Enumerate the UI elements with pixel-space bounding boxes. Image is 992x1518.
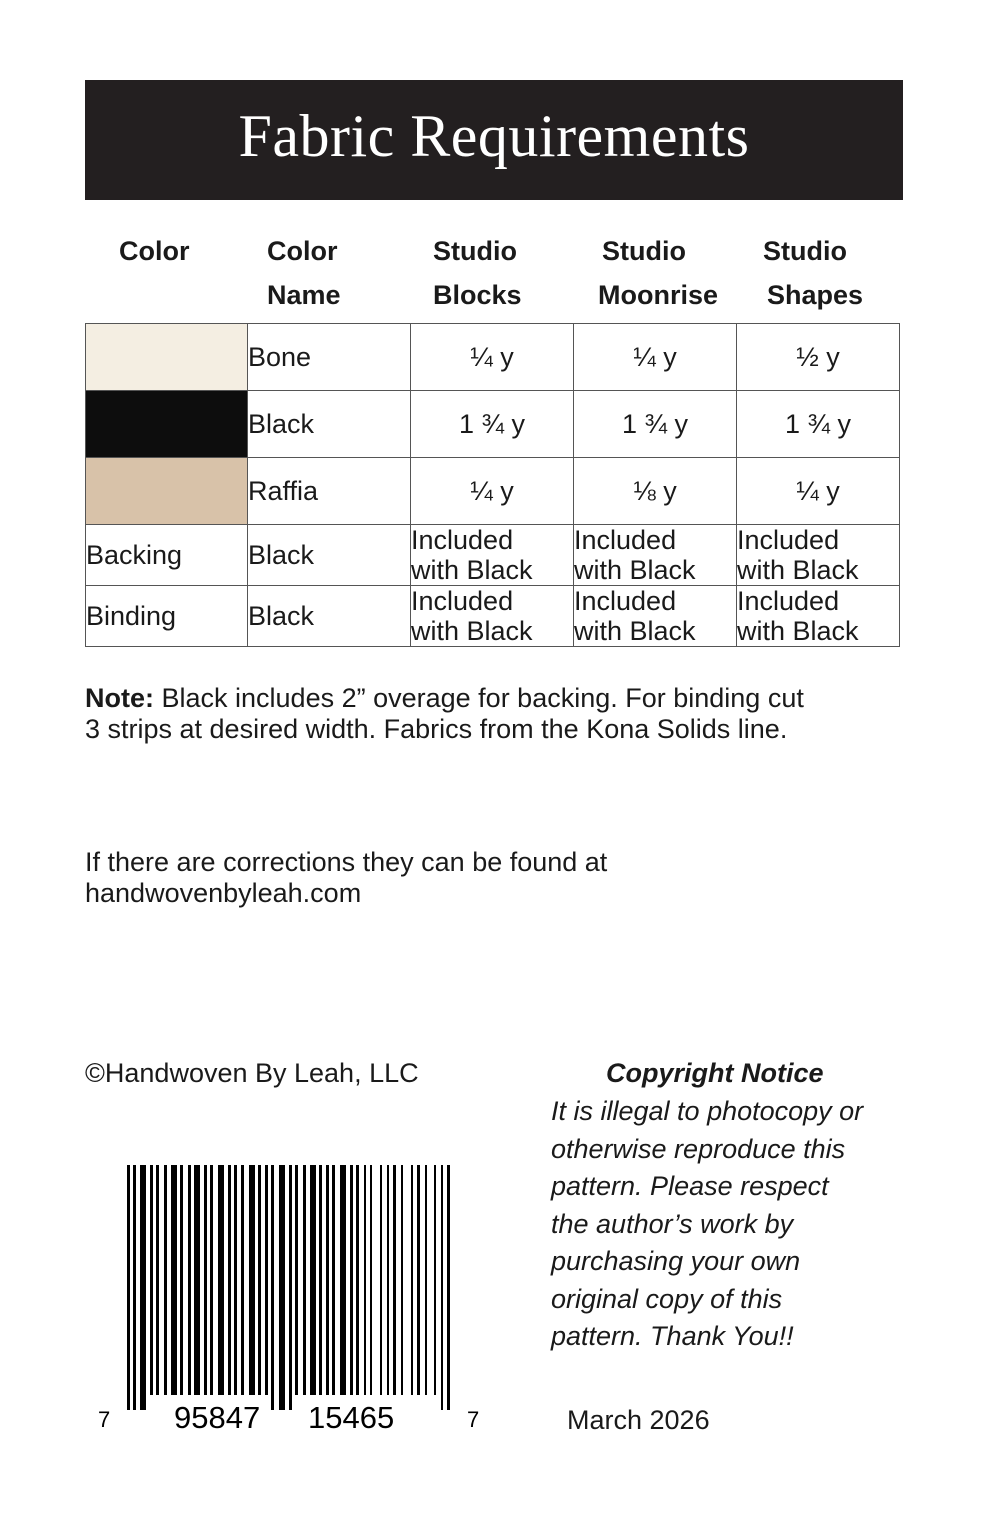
barcode-right-digits: 15465 <box>308 1400 395 1435</box>
copyright-notice-body: It is illegal to photocopy or otherwise reproduce this pattern. Please respect the author’s work by purchasing your own original copy of this pattern. Thank You!! <box>551 1096 864 1351</box>
row-label: Backing <box>86 525 248 586</box>
amount-studio-moonrise: ⅛ y <box>574 458 737 525</box>
color-swatch-bone <box>86 324 247 390</box>
barcode-bar <box>241 1165 244 1395</box>
color-swatch-black <box>86 391 247 457</box>
table-row-black <box>86 391 900 458</box>
color-name: Bone <box>248 324 411 391</box>
company-copyright: ©Handwoven By Leah, LLC <box>85 1058 419 1088</box>
color-name: Black <box>248 525 411 586</box>
amount-studio-shapes: 1 ¾ y <box>737 391 900 458</box>
barcode-trailing-digit: 7 <box>467 1407 480 1432</box>
barcode-bar <box>279 1165 285 1410</box>
barcode-bar <box>319 1165 322 1395</box>
barcode-bar <box>258 1165 261 1395</box>
color-swatch-raffia <box>86 458 247 524</box>
note-label: Note: <box>85 683 154 713</box>
upc-barcode <box>90 1165 490 1445</box>
amount-studio-shapes: ¼ y <box>737 458 900 525</box>
barcode-bar <box>326 1165 329 1395</box>
barcode-bar <box>204 1165 207 1395</box>
table-row-binding <box>86 586 900 647</box>
amount-studio-blocks: 1 ¾ y <box>411 391 574 458</box>
barcode-bar <box>310 1165 316 1395</box>
barcode-bar <box>401 1165 403 1395</box>
barcode-bars <box>127 1165 450 1410</box>
header-color-name: Color Name <box>267 236 341 310</box>
fabric-note <box>85 683 915 745</box>
table-row-backing <box>86 525 900 586</box>
amount-studio-shapes: Included with Black <box>737 525 900 586</box>
corrections-website: handwovenbyleah.com <box>85 878 362 908</box>
barcode-bar <box>295 1165 298 1395</box>
barcode-bar <box>332 1165 335 1395</box>
barcode-bar <box>364 1165 366 1395</box>
row-label: Binding <box>86 586 248 647</box>
barcode-bar <box>133 1165 136 1410</box>
table-row-raffia <box>86 458 900 525</box>
barcode-bar <box>350 1165 353 1395</box>
barcode-bar <box>218 1165 224 1395</box>
amount-studio-moonrise: Included with Black <box>574 586 737 647</box>
swatch-cell <box>86 391 248 458</box>
barcode-bar <box>188 1165 191 1395</box>
barcode-bar <box>171 1165 177 1395</box>
barcode-bar <box>164 1165 167 1395</box>
barcode-left-digits: 95847 <box>174 1400 261 1435</box>
header-studio-shapes: Studio Shapes <box>763 236 864 310</box>
header-color: Color <box>119 236 190 266</box>
swatch-cell <box>86 324 248 391</box>
barcode-bar <box>425 1165 427 1395</box>
color-name: Raffia <box>248 458 411 525</box>
corrections-text: If there are corrections they can be found at handwovenbyleah.com <box>85 847 608 908</box>
barcode-bar <box>271 1165 274 1410</box>
amount-studio-moonrise: Included with Black <box>574 525 737 586</box>
fabric-table <box>85 323 900 647</box>
barcode-bar <box>194 1165 200 1395</box>
color-name: Black <box>248 586 411 647</box>
amount-studio-shapes: Included with Black <box>737 586 900 647</box>
barcode-bar <box>387 1165 389 1395</box>
barcode-bar <box>228 1165 231 1395</box>
barcode-bar <box>127 1165 130 1410</box>
barcode-bar <box>441 1165 443 1410</box>
publication-date: March 2026 <box>567 1405 710 1435</box>
barcode-bar <box>150 1165 153 1395</box>
title-banner <box>85 80 903 200</box>
page-title: Fabric Requirements <box>238 102 750 169</box>
barcode-bar <box>289 1165 292 1410</box>
barcode-bar <box>434 1165 436 1395</box>
amount-studio-blocks: Included with Black <box>411 525 574 586</box>
barcode-bar <box>370 1165 372 1395</box>
header-studio-blocks: Studio Blocks <box>433 236 522 310</box>
amount-studio-moonrise: 1 ¾ y <box>574 391 737 458</box>
barcode-bar <box>303 1165 306 1395</box>
note-text-2: 3 strips at desired width. Fabrics from the Kona Solids line. <box>85 714 788 744</box>
amount-studio-moonrise: ¼ y <box>574 324 737 391</box>
barcode-bar <box>447 1165 450 1410</box>
amount-studio-blocks: ¼ y <box>411 324 574 391</box>
barcode-bar <box>265 1165 268 1395</box>
table-row-bone <box>86 324 900 391</box>
note-text-1: Black includes 2” overage for backing. For binding cut <box>154 683 804 713</box>
amount-studio-blocks: ¼ y <box>411 458 574 525</box>
color-name: Black <box>248 391 411 458</box>
copyright-notice-title: Copyright Notice <box>606 1058 824 1088</box>
barcode-leading-digit: 7 <box>98 1407 111 1432</box>
barcode-bar <box>249 1165 255 1395</box>
barcode-bar <box>380 1165 382 1395</box>
header-studio-moonrise: Studio Moonrise <box>597 236 718 310</box>
barcode-bar <box>417 1165 420 1395</box>
barcode-bar <box>393 1165 396 1395</box>
barcode-bar <box>140 1165 146 1410</box>
amount-studio-blocks: Included with Black <box>411 586 574 647</box>
amount-studio-shapes: ½ y <box>737 324 900 391</box>
barcode-bar <box>340 1165 346 1395</box>
swatch-cell <box>86 458 248 525</box>
barcode-bar <box>411 1165 413 1395</box>
barcode-bar <box>180 1165 183 1395</box>
barcode-bar <box>156 1165 159 1395</box>
barcode-bar <box>234 1165 237 1395</box>
barcode-bar <box>356 1165 359 1395</box>
barcode-bar <box>210 1165 213 1395</box>
